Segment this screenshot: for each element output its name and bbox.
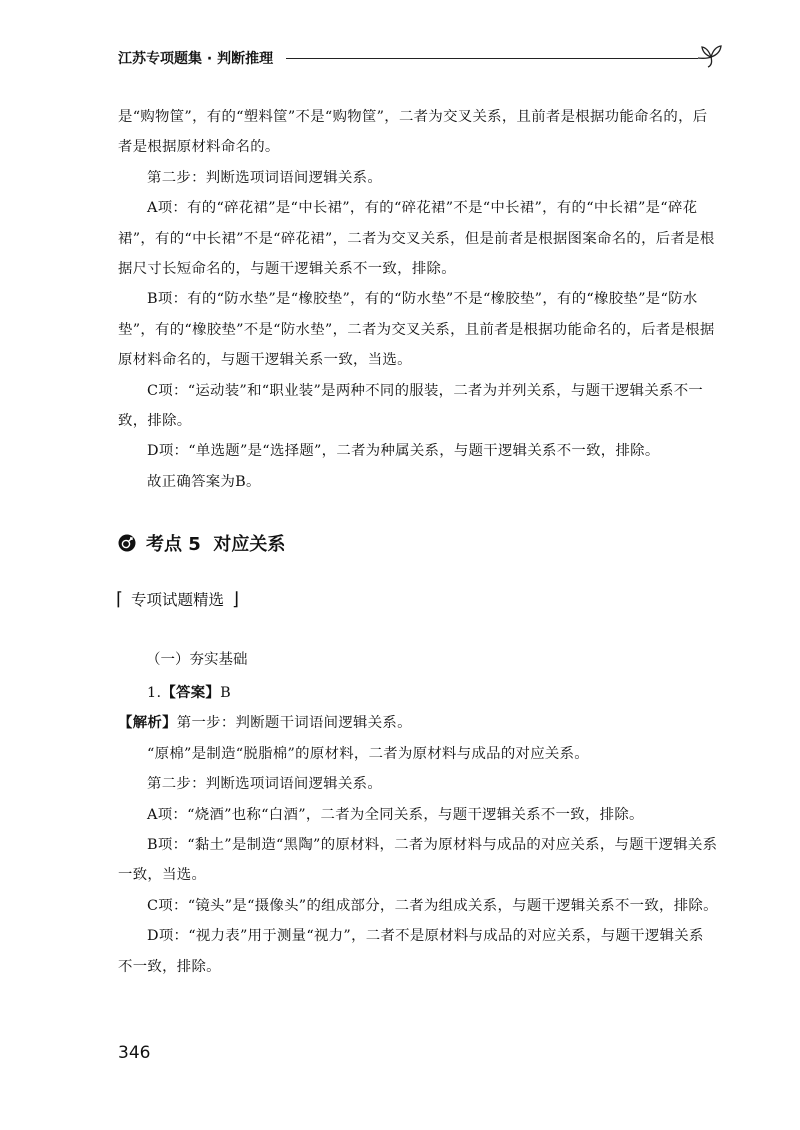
option-c-paragraph: C项：“镜头”是“摄像头”的组成部分，二者为组成关系，与题干逻辑关系不一致，排除。 — [147, 897, 718, 914]
option-d-paragraph: D项：“单选题”是“选择题”，二者为种属关系，与题干逻辑关系不一致，排除。 — [147, 443, 660, 460]
answer-value: B — [220, 685, 231, 701]
kaodian-title: 考点 5 对应关系 — [146, 534, 286, 555]
option-a-paragraph: A项：“烧酒”也称“白酒”，二者为全同关系，与题干逻辑关系不一致，排除。 — [147, 806, 644, 823]
step-two-paragraph: 第二步：判断选项词语间逻辑关系。 — [147, 776, 383, 793]
continuation-block — [118, 102, 718, 497]
continuation-paragraph: 是“购物筐”，有的“塑料筐”不是“购物筐”，二者为交叉关系，且前者是根据功能命名的，后者是根据原材料命名的。 — [118, 109, 708, 156]
question-1-block — [118, 678, 718, 982]
corner-bracket-right: ⌋ — [232, 588, 240, 610]
analysis-label: 【解析】 — [118, 714, 177, 732]
subsection-title: （一）夯实基础 — [146, 652, 248, 668]
step-two-paragraph: 第二步：判断选项词语间逻辑关系。 — [147, 169, 383, 186]
header-rule — [286, 58, 698, 59]
section-title: 专项试题精选 — [131, 591, 225, 609]
option-a-paragraph: A项：有的“碎花裙”是“中长裙”，有的“碎花裙”不是“中长裙”，有的“中长裙”是“碎花裙”，有的“中长裙”不是“碎花裙”，二者为交叉关系，但是前者是根据图案命名的，后者是根据尺寸长短命名的，与题干逻辑关系不一致，排除。 — [118, 200, 715, 278]
target-bullet-icon — [118, 534, 136, 552]
section-heading — [116, 588, 239, 610]
running-header-title: 江苏专项题集 · 判断推理 — [118, 51, 274, 67]
answer-line — [118, 678, 718, 708]
question-number: 1. — [147, 685, 162, 701]
sprout-icon — [696, 38, 726, 68]
analysis-step-one: 第一步：判断题干词语间逻辑关系。 — [176, 715, 412, 732]
corner-bracket-left: ⌈ — [116, 588, 124, 610]
option-b-paragraph: B项：有的“防水垫”是“橡胶垫”，有的“防水垫”不是“橡胶垫”，有的“橡胶垫”是“防水垫”，有的“橡胶垫”不是“防水垫”，二者为交叉关系，且前者是根据功能命名的，后者是根据原材料命名的，与题干逻辑关系一致，当选。 — [118, 291, 715, 369]
answer-label: 【答案】 — [161, 684, 221, 701]
option-b-paragraph: B项：“黏土”是制造“黑陶”的原材料，二者为原材料与成品的对应关系，与题干逻辑关系一致，当选。 — [118, 837, 718, 884]
running-header — [118, 38, 724, 74]
option-c-paragraph: C项：“运动装”和“职业装”是两种不同的服装，二者为并列关系，与题干逻辑关系不一致，排除。 — [118, 382, 704, 430]
analysis-line — [118, 708, 718, 738]
option-d-paragraph: D项：“视力表”用于测量“视力”，二者不是原材料与成品的对应关系，与题干逻辑关系不一致，排除。 — [118, 928, 704, 975]
stem-relation-paragraph: “原棉”是制造“脱脂棉”的原材料，二者为原材料与成品的对应关系。 — [147, 745, 589, 762]
conclusion-paragraph: 故正确答案为B。 — [147, 473, 261, 490]
page-number: 346 — [118, 1043, 151, 1063]
kaodian-heading — [118, 526, 285, 560]
